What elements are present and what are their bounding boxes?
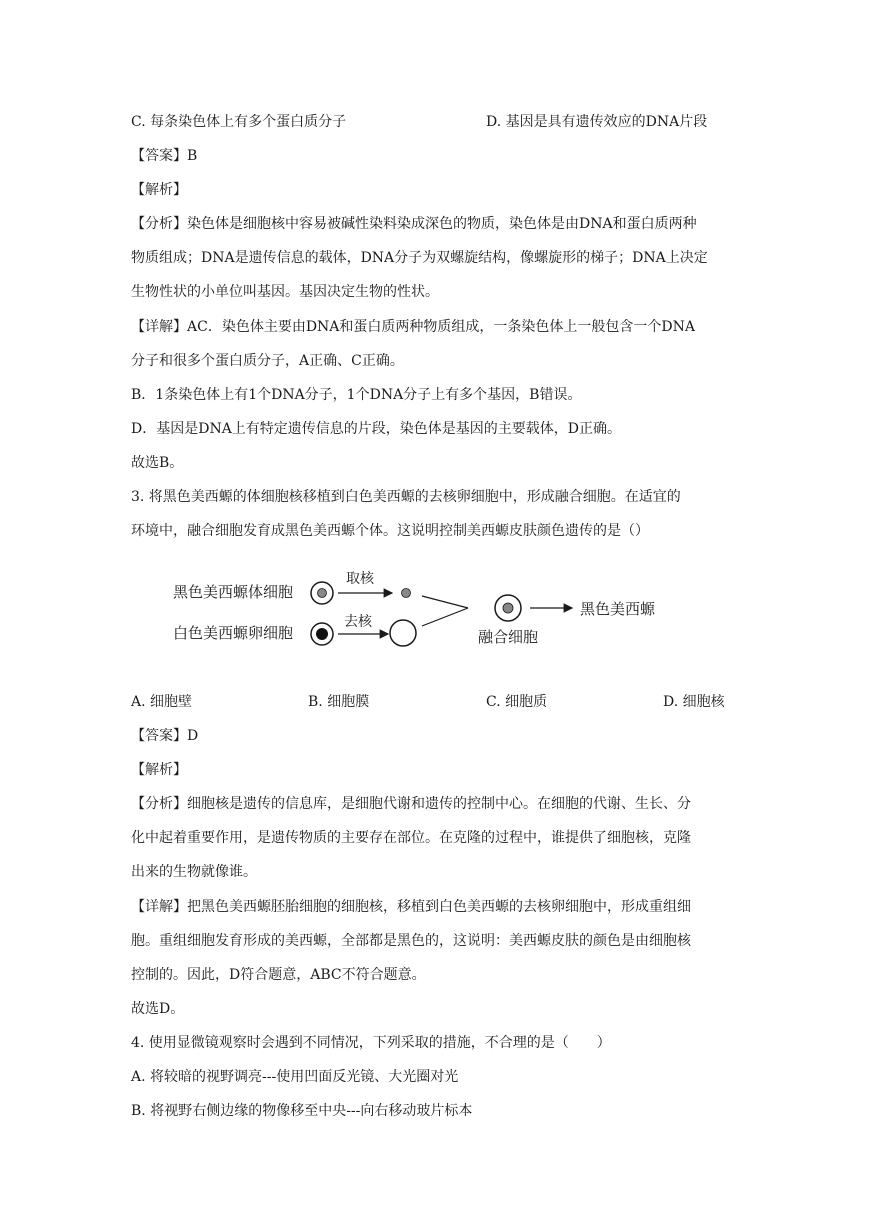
black-cell-label: 黑色美西螈体细胞 (173, 583, 294, 601)
q2-conclusion: 故选B。 (131, 455, 184, 471)
q3-option-b: B. 细胞膜 (308, 694, 370, 710)
body-cell-nucleus-icon (318, 589, 327, 598)
q2-analysis-line: 【分析】染色体是细胞核中容易被碱性染料染成深色的物质，染色体是由DNA和蛋白质两种 (131, 216, 697, 232)
egg-nucleus-icon (316, 628, 328, 640)
fused-cell-nucleus-icon (503, 603, 513, 613)
white-egg-label: 白色美西螈卵细胞 (173, 624, 294, 642)
q2-option-c: C. 每条染色体上有多个蛋白质分子 (131, 114, 347, 130)
q2-analysis-line: 生物性状的小单位叫基因。基因决定生物的性状。 (131, 284, 439, 300)
fused-cell-label: 融合细胞 (478, 628, 539, 646)
q3-option-c: C. 细胞质 (486, 694, 548, 710)
q3-detail-line: 胞。重组细胞发育形成的美西螈，全部都是黑色的，这说明：美西螈皮肤的颜色是由细胞核 (131, 933, 691, 949)
q3-analysis-line: 化中起着重要作用，是遗传物质的主要存在部位。在克隆的过程中，谁提供了细胞核，克隆 (131, 830, 691, 846)
result-label: 黑色美西螈 (580, 600, 656, 618)
q3-answer: 【答案】D (131, 728, 199, 744)
q3-option-d: D. 细胞核 (663, 694, 725, 710)
q4-stem: 4. 使用显微镜观察时会遇到不同情况，下列采取的措施，不合理的是（ ） (131, 1035, 611, 1051)
q2-analysis-heading: 【解析】 (131, 182, 187, 198)
q3-stem-line: 3. 将黑色美西螈的体细胞核移植到白色美西螈的去核卵细胞中，形成融合细胞。在适宜的 (131, 489, 681, 505)
merge-line-bottom (422, 608, 468, 626)
q4-option-b: B. 将视野右侧边缘的物像移至中央---向右移动玻片标本 (131, 1103, 473, 1119)
enucleated-egg-icon (390, 620, 416, 646)
q2-option-d: D. 基因是具有遗传效应的DNA片段 (486, 114, 708, 130)
q2-answer: 【答案】B (131, 148, 198, 164)
q2-detail-line: 分子和很多个蛋白质分子，A正确、C正确。 (131, 353, 404, 369)
merge-line-top (422, 596, 468, 608)
q3-conclusion: 故选D。 (131, 1001, 185, 1017)
q4-option-a: A. 将较暗的视野调亮---使用凹面反光镜、大光圈对光 (131, 1069, 459, 1085)
nuclear-transfer-diagram (160, 562, 680, 657)
q3-detail-line: 控制的。因此，D符合题意，ABC不符合题意。 (131, 967, 426, 983)
isolated-nucleus-icon (402, 589, 411, 598)
q3-option-a: A. 细胞壁 (131, 694, 193, 710)
q3-analysis-heading: 【解析】 (131, 762, 187, 778)
remove-nucleus-label: 去核 (344, 614, 372, 630)
take-nucleus-label: 取核 (346, 571, 374, 587)
q3-analysis-line: 出来的生物就像谁。 (131, 864, 257, 880)
q3-stem-line: 环境中，融合细胞发育成黑色美西螈个体。这说明控制美西螈皮肤颜色遗传的是（） (131, 523, 649, 539)
q2-detail-line: 【详解】AC．染色体主要由DNA和蛋白质两种物质组成，一条染色体上一般包含一个DNA (131, 319, 695, 335)
q2-detail-line: B．1条染色体上有1个DNA分子，1个DNA分子上有多个基因，B错误。 (131, 387, 582, 403)
q3-analysis-line: 【分析】细胞核是遗传的信息库，是细胞代谢和遗传的控制中心。在细胞的代谢、生长、分 (131, 796, 691, 812)
q2-analysis-line: 物质组成；DNA是遗传信息的载体，DNA分子为双螺旋结构，像螺旋形的梯子；DNA上决定 (131, 250, 708, 266)
q2-detail-line: D．基因是DNA上有特定遗传信息的片段，染色体是基因的主要载体，D正确。 (131, 421, 622, 437)
q3-detail-line: 【详解】把黑色美西螈胚胎细胞的细胞核，移植到白色美西螈的去核卵细胞中，形成重组细 (131, 899, 691, 915)
